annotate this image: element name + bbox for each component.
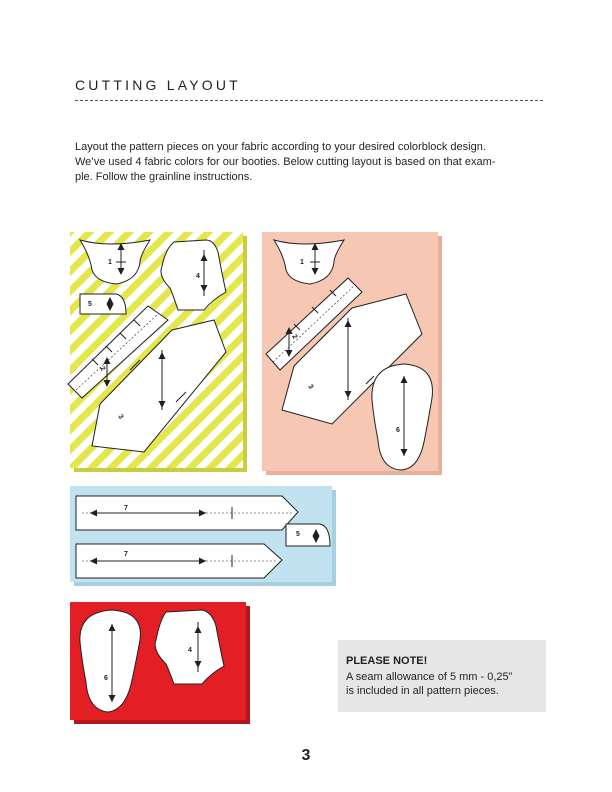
piece-label: 2 <box>98 365 107 373</box>
note-title: PLEASE NOTE! <box>346 655 428 667</box>
piece-label: 5 <box>88 301 92 308</box>
pattern-piece-5 <box>286 524 330 546</box>
note-line: is included in all pattern pieces. <box>346 685 499 697</box>
page-number: 3 <box>301 747 311 764</box>
fabric-yellow <box>68 232 247 472</box>
intro-line: We’ve used 4 fabric colors for our booties. Below cutting layout is based on that exam- <box>75 156 496 168</box>
piece-label: 3 <box>306 383 315 391</box>
piece-label: 5 <box>296 531 300 538</box>
fabric-blue <box>70 486 336 586</box>
piece-label: 1 <box>300 259 304 266</box>
pattern-piece-7 <box>76 496 298 530</box>
pattern-piece-5 <box>80 294 126 314</box>
intro-line: Layout the pattern pieces on your fabric according to your desired colorblock design. <box>75 141 486 153</box>
fabric-red <box>70 602 250 724</box>
piece-label: 3 <box>116 413 125 421</box>
section-heading: CUTTING LAYOUT <box>75 77 241 93</box>
note-box <box>338 640 546 712</box>
piece-label: 4 <box>196 273 200 280</box>
piece-label: 7 <box>124 505 128 512</box>
piece-label: 7 <box>124 551 128 558</box>
piece-label: 2 <box>290 333 299 341</box>
piece-label: 6 <box>396 427 400 434</box>
piece-label: 6 <box>104 675 108 682</box>
fabric-salmon <box>262 232 442 475</box>
note-body <box>346 670 512 698</box>
pattern-piece-7 <box>76 544 282 578</box>
intro-line: ple. Follow the grainline instructions. <box>75 171 253 183</box>
piece-label: 4 <box>188 647 192 654</box>
note-line: A seam allowance of 5 mm - 0,25” <box>346 671 513 683</box>
piece-label: 1 <box>108 259 112 266</box>
